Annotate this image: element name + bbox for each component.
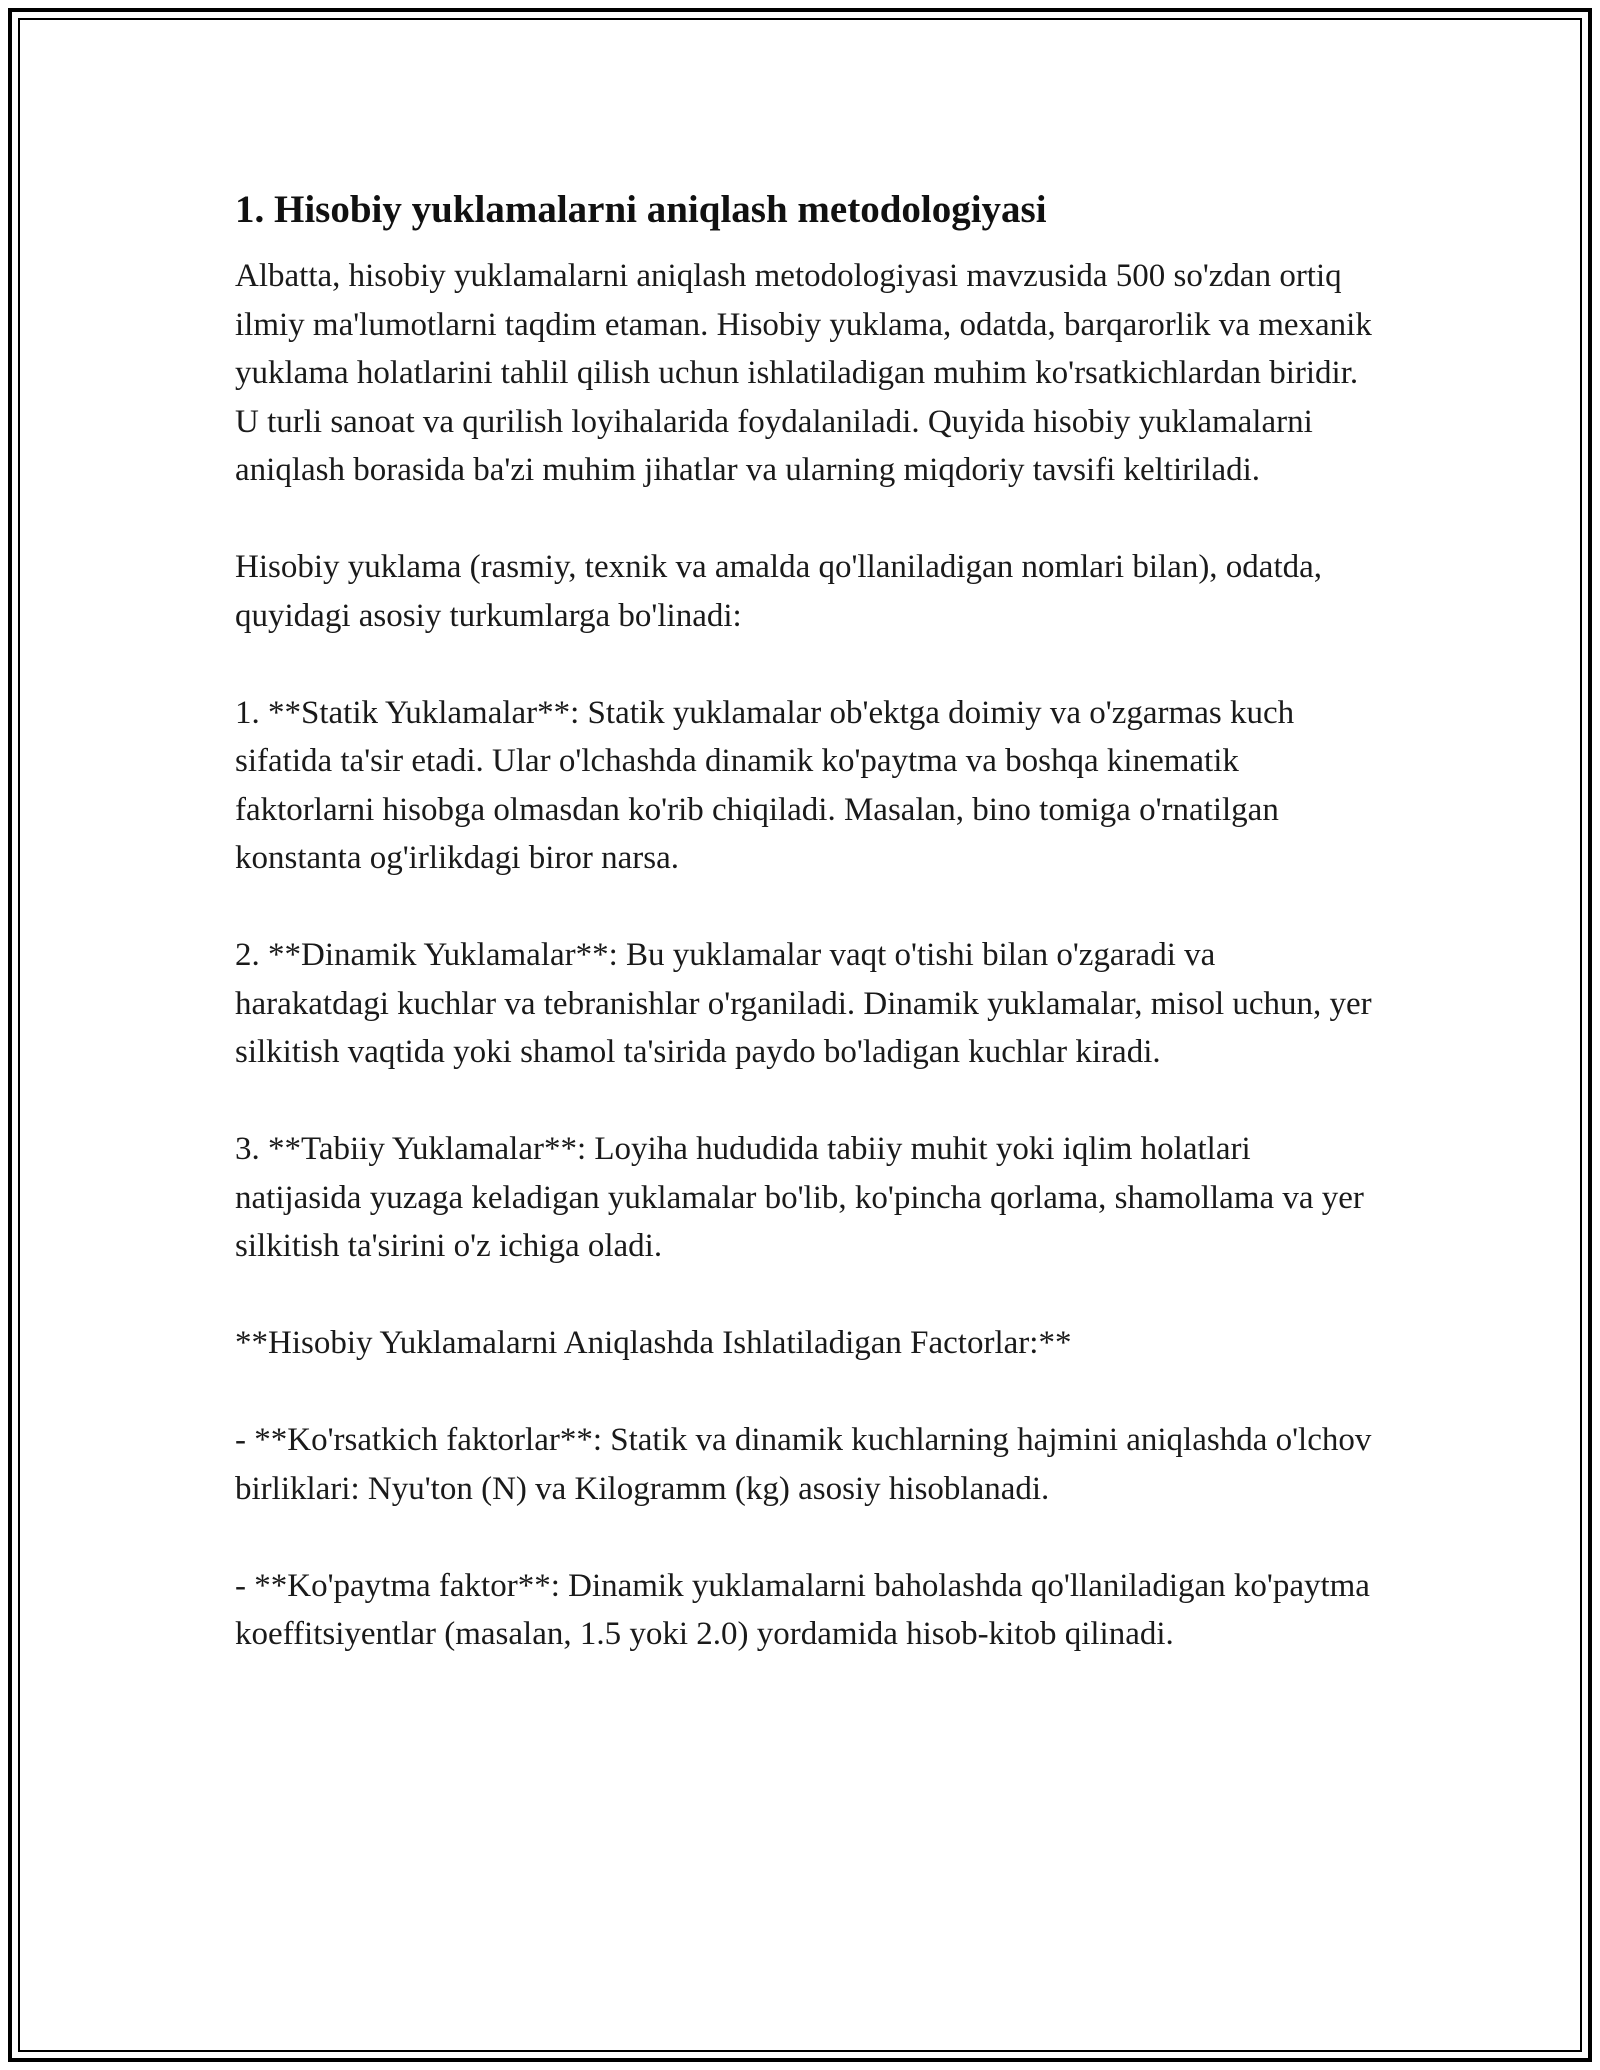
paragraph-indicator-factors: - **Ko'rsatkich faktorlar**: Statik va dinamik kuchlarning hajmini aniqlashda o'lchov birliklari: Nyu'ton (N) va Kilogramm (kg) asosiy hisoblanadi.: [235, 1422, 1372, 1507]
paragraph-dynamic-loads: 2. **Dinamik Yuklamalar**: Bu yuklamalar vaqt o'tishi bilan o'zgaradi va harakatdagi kuchlar va tebranishlar o'rganiladi. Dinamik yuklamalar, misol uchun, yer silkitish vaqtida yoki shamol ta'sirida paydo bo'ladigan kuchlar kiradi.: [235, 937, 1372, 1070]
document-title: 1. Hisobiy yuklamalarni aniqlash metodologiyasi: [235, 188, 1047, 231]
paragraph-intro: Albatta, hisobiy yuklamalarni aniqlash metodologiyasi mavzusida 500 so'zdan ortiq ilmiy ma'lumotlarni taqdim etaman. Hisobiy yuklama, odatda, barqarorlik va mexanik yuklama holatlarini tahlil qilish uchun ishlatiladigan muhim ko'rsatkichlardan biridir. U turli sanoat va qurilish loyihalarida foydalaniladi. Quyida hisobiy yuklamalarni aniqlash borasida ba'zi muhim jihatlar va ularning miqdoriy tavsifi keltiriladi.: [235, 258, 1372, 488]
paragraph-factors-heading: **Hisobiy Yuklamalarni Aniqlashda Ishlatiladigan Factorlar:**: [235, 1325, 1072, 1361]
document-body: [235, 185, 1375, 1707]
paragraph-natural-loads: 3. **Tabiiy Yuklamalar**: Loyiha hududida tabiiy muhit yoki iqlim holatlari natijasida yuzaga keladigan yuklamalar bo'lib, ko'pincha qorlama, shamollama va yer silkitish ta'sirini o'z ichiga oladi.: [235, 1131, 1364, 1264]
paragraph-static-loads: 1. **Statik Yuklamalar**: Statik yuklamalar ob'ektga doimiy va o'zgarmas kuch sifatida ta'sir etadi. Ular o'lchashda dinamik ko'paytma va boshqa kinematik faktorlarni hisobga olmasdan ko'rib chiqiladi. Masalan, bino tomiga o'rnatilgan konstanta og'irlikdagi biror narsa.: [235, 694, 1295, 876]
paragraph-categories: Hisobiy yuklama (rasmiy, texnik va amalda qo'llaniladigan nomlari bilan), odatda, quyidagi asosiy turkumlarga bo'linadi:: [235, 549, 1323, 634]
paragraph-multiplier-factor: - **Ko'paytma faktor**: Dinamik yuklamalarni baholashda qo'llaniladigan ko'paytma koeffitsiyentlar (masalan, 1.5 yoki 2.0) yordamida hisob-kitob qilinadi.: [235, 1567, 1370, 1652]
